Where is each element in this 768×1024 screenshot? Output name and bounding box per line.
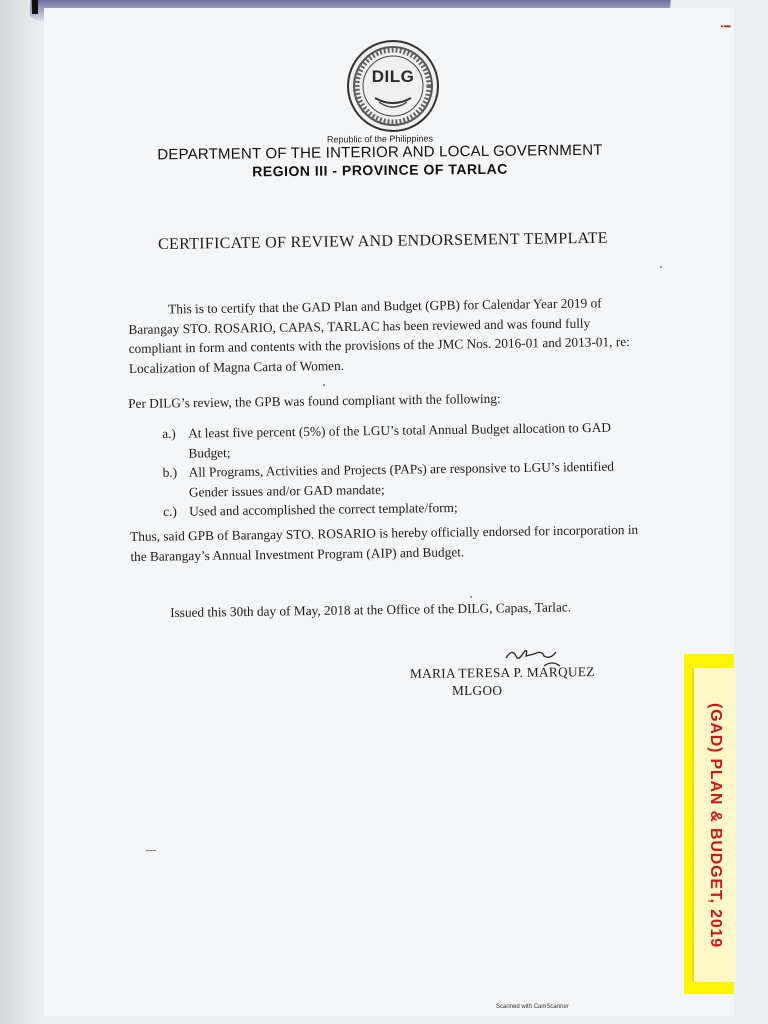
intro-text: This is to certify that the GAD Plan and Budget (GPB) for Calendar Year 2019 of Barangay STO. ROSARIO, CAPAS, TARLAC has been reviewed and was found fully compliant in form and contents with the provisions of the JMC Nos. 2016-01 and 2013-01, re: Localization of Magna Carta of Women. bbox=[128, 295, 630, 376]
stray-mark bbox=[146, 850, 156, 851]
edge-red-mark: ! bbox=[718, 23, 734, 29]
tab-label: (GAD) PLAN & BUDGET, 2019 bbox=[707, 702, 724, 948]
department-name: DEPARTMENT OF THE INTERIOR AND LOCAL GOVERNMENT bbox=[157, 141, 603, 164]
seal-label: DILG bbox=[371, 67, 415, 86]
stray-mark bbox=[470, 596, 472, 598]
intro-paragraph bbox=[128, 293, 639, 378]
scan-left-edge bbox=[0, 0, 40, 1024]
signatory-name: MARIA TERESA P. MARQUEZ bbox=[409, 664, 595, 681]
list-item bbox=[162, 417, 642, 463]
republic-line: Republic of the Philippines bbox=[326, 133, 434, 145]
scan-corner-mark bbox=[32, 0, 38, 14]
list-item bbox=[163, 456, 643, 502]
list-item-text: Used and accomplished the correct template/form; bbox=[189, 499, 458, 519]
region-name: REGION III - PROVINCE OF TARLAC bbox=[252, 160, 508, 180]
list-marker: c.) bbox=[163, 503, 177, 519]
tab-label-card bbox=[692, 668, 736, 982]
issued-line: Issued this 30th day of May, 2018 at the Office of the DILG, Capas, Tarlac. bbox=[170, 599, 572, 620]
compliance-list bbox=[162, 417, 643, 521]
list-item-text: At least five percent (5%) of the LGU’s total Annual Budget allocation to GAD Budget; bbox=[188, 419, 612, 461]
signatory-title: MLGOO bbox=[452, 683, 503, 698]
scanner-note: Scanned with CamScanner bbox=[496, 1004, 569, 1010]
list-item-text: All Programs, Activities and Projects (PAPs) are responsive to LGU’s identified Gender issues and/or GAD mandate; bbox=[188, 458, 615, 500]
list-marker: b.) bbox=[162, 464, 178, 480]
dilg-seal bbox=[347, 40, 439, 132]
certificate-title: CERTIFICATE OF REVIEW AND ENDORSEMENT TEMPLATE bbox=[158, 229, 608, 253]
stray-mark bbox=[323, 384, 325, 386]
list-marker: a.) bbox=[162, 425, 176, 441]
endorsement-paragraph: Thus, said GPB of Barangay STO. ROSARIO is hereby officially endorsed for incorporation in the Barangay’s Annual Investment Program (AIP) and Budget. bbox=[130, 521, 639, 564]
stray-mark bbox=[660, 266, 662, 268]
review-lead: Per DILG’s review, the GPB was found compliant with the following: bbox=[128, 390, 501, 411]
